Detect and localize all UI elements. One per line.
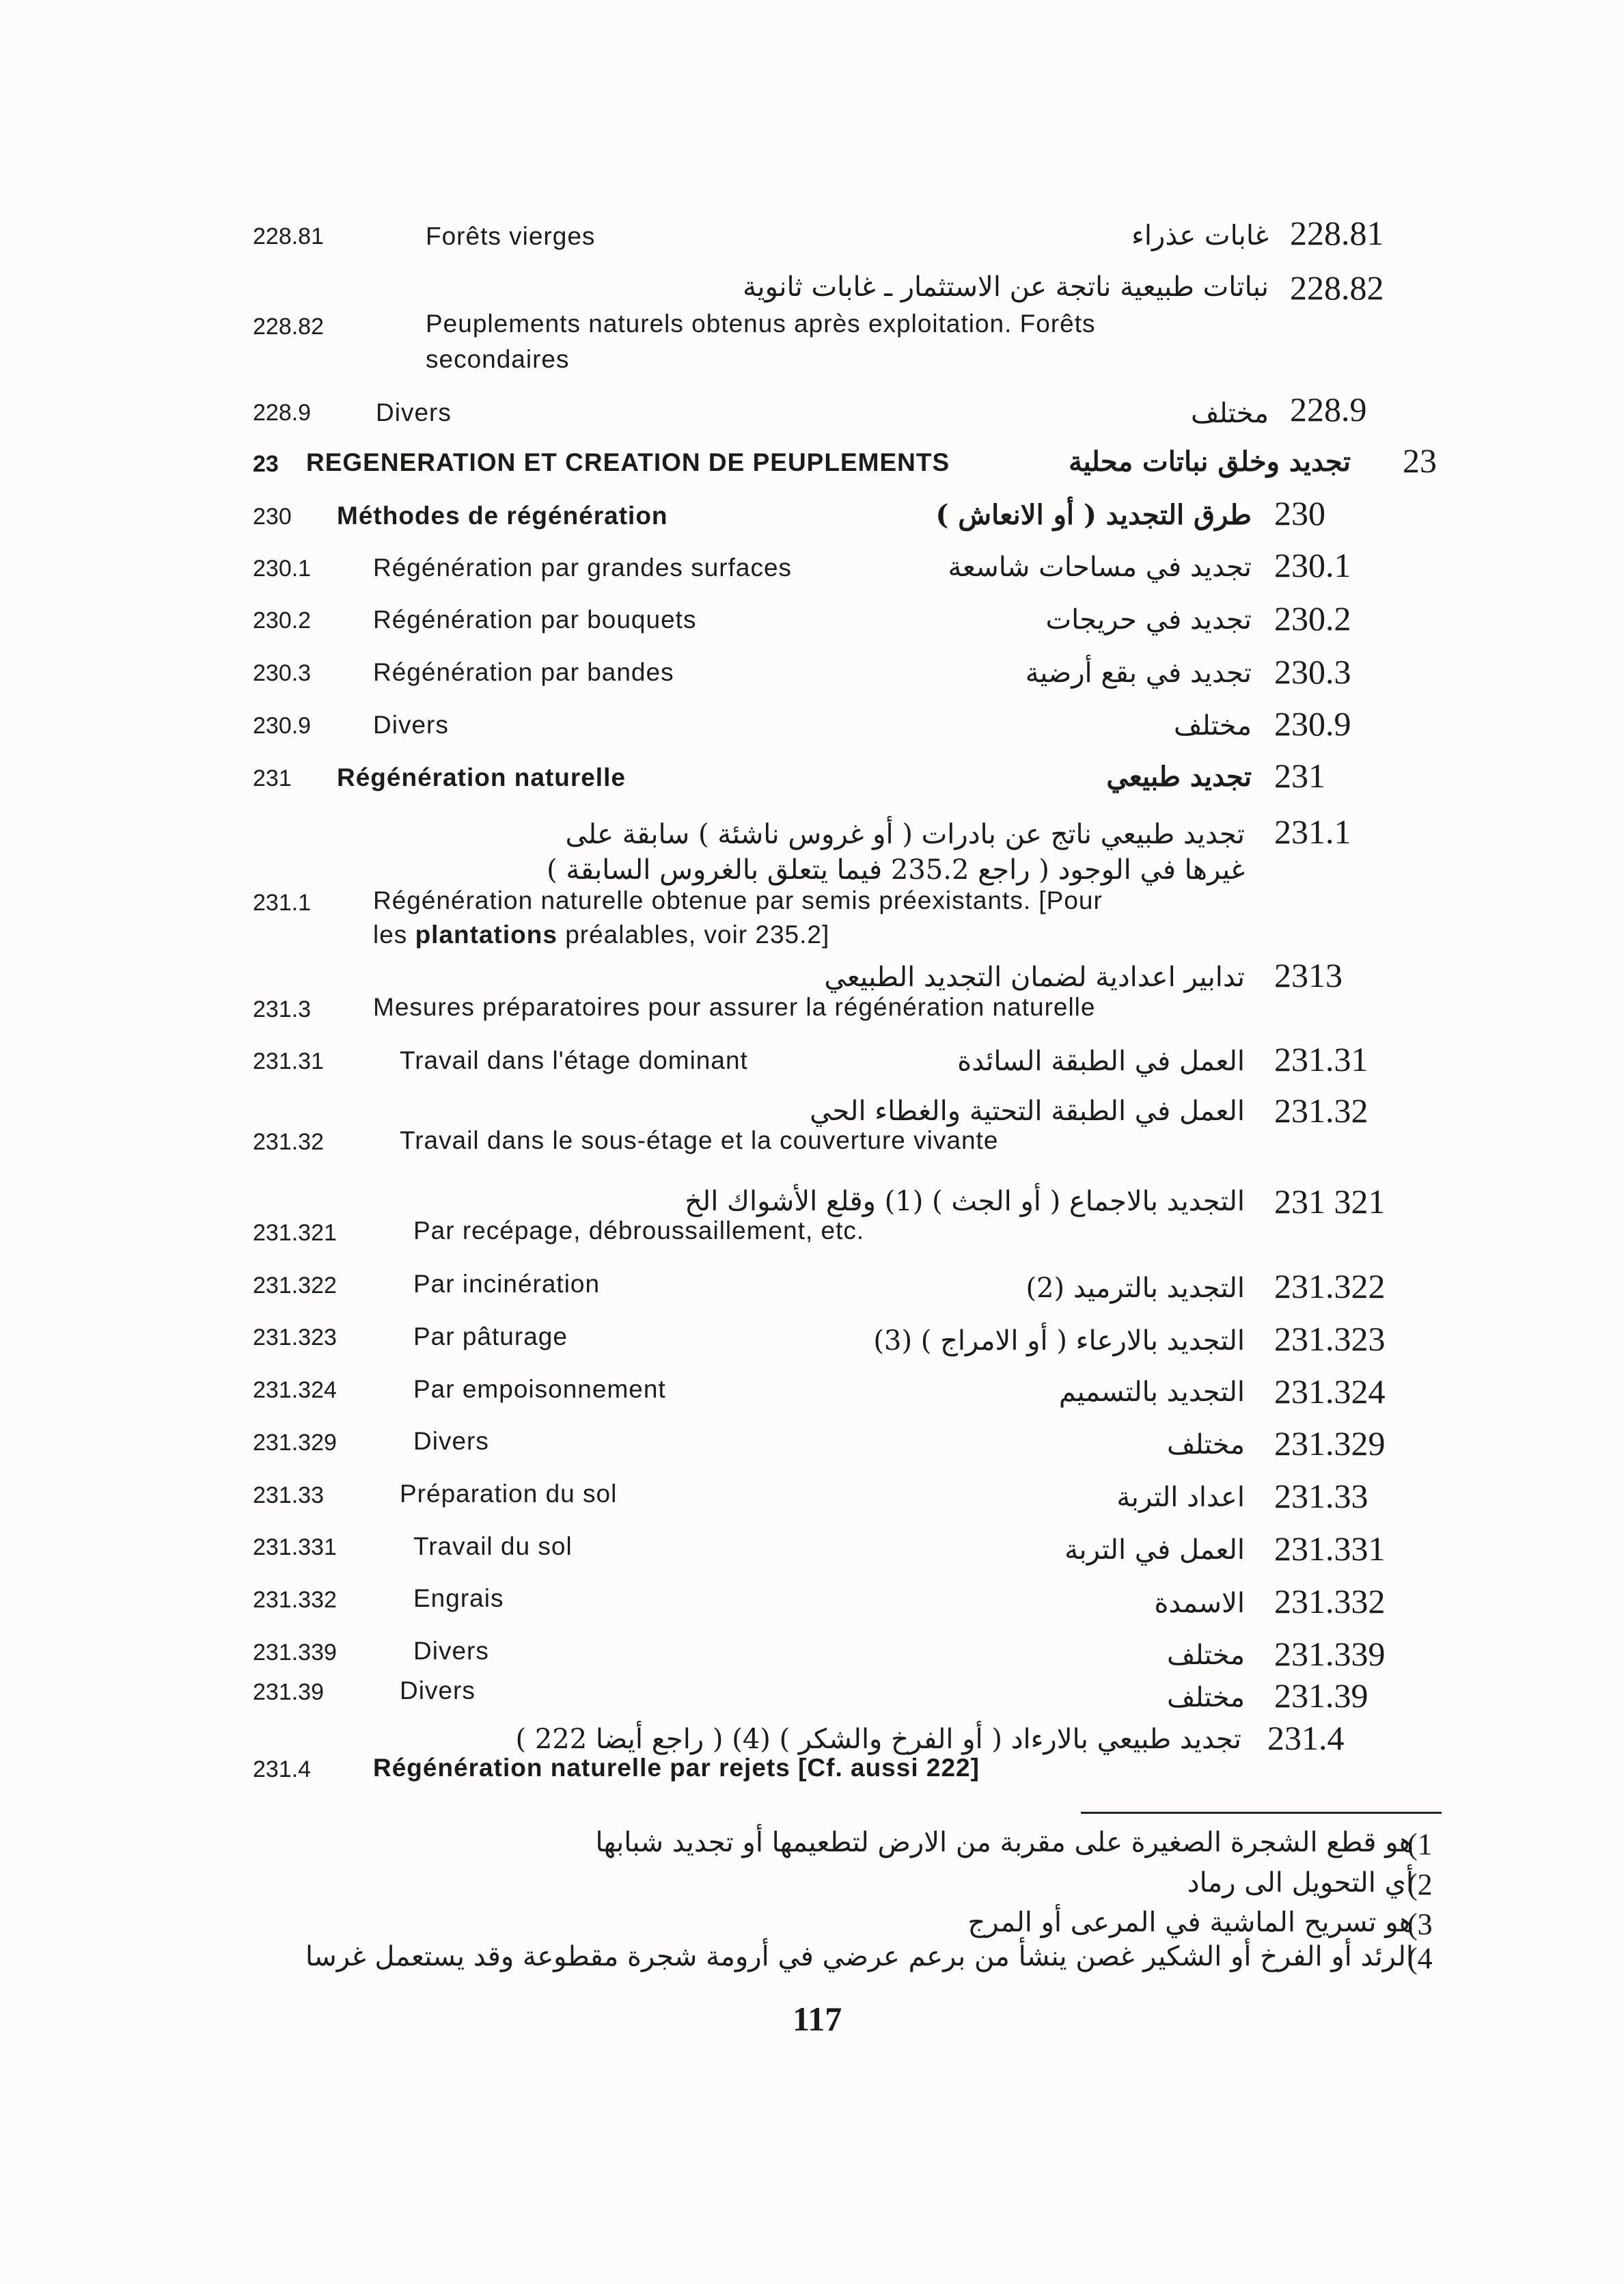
entry-arabic-number: 231.324	[1274, 1372, 1386, 1411]
entry-number: 231.322	[253, 1273, 337, 1299]
entry-number: 230.1	[253, 556, 312, 582]
entry-french: Engrais	[413, 1584, 504, 1612]
entry-number: 231.324	[253, 1377, 337, 1403]
entry-number: 231.4	[253, 1756, 312, 1782]
entry-arabic: غابات عذراء	[1131, 220, 1269, 251]
entry-french: Mesures préparatoires pour assurer la régénération naturelle	[373, 993, 1096, 1021]
entry-french: Régénération naturelle par rejets [Cf. aussi 222]	[373, 1754, 980, 1782]
entry-arabic-number: 230	[1274, 494, 1325, 532]
entry-french: Préparation du sol	[400, 1480, 618, 1508]
entry-arabic: تجديد في حريجات	[1045, 604, 1252, 636]
footnote-1: هو قطع الشجرة الصغيرة على مقربة من الارض لتطعيمها أو تجديد شبابها	[595, 1827, 1414, 1858]
entry-arabic: الاسمدة	[1154, 1588, 1245, 1619]
entry-number: 231.323	[253, 1324, 337, 1350]
entry-arabic-number: 23	[1403, 441, 1437, 480]
entry-number: 228.9	[253, 400, 312, 426]
entry-arabic-number: 231 321	[1274, 1182, 1386, 1221]
entry-number: 231	[253, 765, 292, 791]
entry-arabic: العمل في الطبقة التحتية والغطاء الحي	[810, 1096, 1245, 1127]
entry-arabic-number: 230.1	[1274, 546, 1351, 584]
entry-number: 230.2	[253, 608, 312, 634]
footnote-4-mark: (4	[1407, 1942, 1433, 1975]
entry-french: Travail dans le sous-étage et la couverture vivante	[400, 1126, 999, 1154]
text-part: les	[373, 921, 415, 949]
entry-french: Divers	[376, 398, 452, 426]
entry-number: 231.31	[253, 1048, 324, 1074]
entry-number: 231.33	[253, 1482, 324, 1508]
entry-number: 231.321	[253, 1220, 337, 1246]
entry-arabic: مختلف	[1167, 1640, 1245, 1671]
entry-french: Régénération par bandes	[373, 658, 674, 686]
page-number: 117	[793, 2000, 842, 2038]
text-part: préalables, voir 235.2]	[557, 921, 830, 949]
entry-arabic: تجديد وخلق نباتات محلية	[1069, 446, 1351, 478]
entry-arabic: تجديد طبيعي	[1106, 761, 1252, 793]
entry-french: Par recépage, débroussaillement, etc.	[413, 1216, 865, 1245]
text-part-bold: plantations	[415, 921, 558, 949]
entry-arabic: التجديد بالارعاء ( أو الامراج ) (3)	[873, 1325, 1245, 1357]
entry-french: Par incinération	[413, 1270, 601, 1298]
entry-arabic-number: 231.33	[1274, 1477, 1368, 1515]
entry-french-continued	[373, 921, 829, 949]
entry-number: 23	[253, 451, 279, 477]
entry-number: 231.339	[253, 1640, 337, 1666]
entry-arabic: التجديد بالاجماع ( أو الجث ) (1) وقلع الأشواك الخ	[685, 1186, 1245, 1217]
entry-french: Méthodes de régénération	[337, 502, 668, 530]
entry-french: Divers	[373, 711, 449, 739]
entry-arabic-number: 2313	[1274, 956, 1343, 994]
entry-arabic: تجديد في بقع أرضية	[1025, 657, 1252, 689]
entry-number: 231.3	[253, 996, 312, 1022]
entry-number: 230.3	[253, 660, 312, 686]
entry-french: REGENERATION ET CREATION DE PEUPLEMENTS	[306, 448, 950, 476]
entry-arabic: اعداد التربة	[1116, 1482, 1245, 1513]
entry-french: Travail du sol	[413, 1532, 573, 1560]
entry-arabic: التجديد بالترميد (2)	[1026, 1273, 1245, 1304]
entry-french: Peuplements naturels obtenus après exploitation. Forêts	[426, 310, 1096, 338]
entry-arabic-number: 228.9	[1290, 390, 1367, 429]
entry-arabic: تجديد في مساحات شاسعة	[948, 552, 1252, 583]
entry-french: Forêts vierges	[426, 222, 596, 250]
entry-arabic: مختلف	[1191, 398, 1269, 429]
footnote-1-mark: (1	[1407, 1827, 1433, 1861]
entry-number: 231.332	[253, 1587, 337, 1613]
entry-arabic-number: 231.1	[1274, 813, 1351, 851]
entry-arabic-number: 230.3	[1274, 653, 1351, 691]
footnote-3: هو تسريح الماشية في المرعى أو المرج	[967, 1907, 1414, 1938]
entry-french: Régénération naturelle obtenue par semis préexistants. [Pour	[373, 886, 1103, 914]
entry-number: 231.32	[253, 1129, 324, 1155]
entry-arabic-number: 231	[1274, 757, 1325, 795]
footnote-2: أي التحويل الى رماد	[1187, 1867, 1414, 1899]
entry-arabic-number: 231.323	[1274, 1320, 1386, 1358]
entry-french-continued: secondaires	[426, 345, 570, 373]
entry-number: 228.82	[253, 314, 324, 340]
entry-french: Régénération par grandes surfaces	[373, 554, 793, 582]
footnote-4: الرئد أو الفرخ أو الشكير غصن ينشأ من برعم عرضي في أرومة شجرة مقطوعة وقد يستعمل غرسا	[305, 1941, 1414, 1972]
footnote-2-mark: (2	[1407, 1868, 1433, 1901]
entry-arabic-continued: غيرها في الوجود ( راجع 235.2 فيما يتعلق بالغروس السابقة )	[547, 854, 1245, 886]
entry-arabic: مختلف	[1167, 1429, 1245, 1460]
entry-arabic: مختلف	[1174, 710, 1252, 742]
entry-number: 231.331	[253, 1534, 337, 1560]
entry-arabic-number: 230.9	[1274, 705, 1351, 743]
entry-french: Divers	[413, 1427, 489, 1455]
entry-number: 231.1	[253, 890, 312, 916]
entry-arabic: تجديد طبيعي بالارءاد ( أو الفرخ والشكر ) (4) ( راجع أيضا 222 )	[515, 1724, 1241, 1755]
entry-arabic: العمل في الطبقة السائدة	[957, 1046, 1245, 1077]
entry-french: Régénération par bouquets	[373, 606, 697, 634]
entry-arabic-number: 231.31	[1274, 1040, 1368, 1078]
entry-number: 231.39	[253, 1679, 324, 1705]
entry-arabic-number: 231.339	[1274, 1635, 1386, 1673]
entry-arabic-number: 231.4	[1267, 1719, 1345, 1757]
entry-arabic-number: 231.331	[1274, 1530, 1386, 1568]
entry-arabic-number: 231.39	[1274, 1676, 1368, 1715]
entry-arabic: نباتات طبيعية ناتجة عن الاستثمار ـ غابات ثانوية	[743, 271, 1269, 303]
entry-number: 230.9	[253, 713, 312, 739]
entry-arabic: مختلف	[1167, 1682, 1245, 1713]
entry-arabic: طرق التجديد ( أو الانعاش )	[935, 499, 1252, 531]
entry-number: 231.329	[253, 1430, 337, 1456]
entry-french: Divers	[413, 1637, 489, 1665]
entry-arabic-number: 231.329	[1274, 1424, 1386, 1463]
entry-arabic-number: 231.322	[1274, 1267, 1386, 1305]
entry-number: 230	[253, 504, 292, 530]
entry-arabic: التجديد بالتسميم	[1058, 1376, 1245, 1408]
entry-arabic: تدابير اعدادية لضمان التجديد الطبيعي	[824, 962, 1245, 993]
footnote-3-mark: (3	[1407, 1907, 1433, 1941]
entry-arabic-number: 228.81	[1290, 214, 1384, 252]
entry-arabic-number: 231.332	[1274, 1582, 1386, 1620]
entry-french: Travail dans l'étage dominant	[400, 1046, 748, 1074]
footnote-rule	[1081, 1812, 1442, 1814]
entry-french: Par empoisonnement	[413, 1375, 666, 1403]
entry-french: Régénération naturelle	[337, 763, 626, 791]
entry-arabic: العمل في التربة	[1064, 1534, 1245, 1566]
entry-number: 228.81	[253, 223, 324, 249]
entry-arabic-number: 231.32	[1274, 1091, 1368, 1130]
entry-arabic-number: 228.82	[1290, 269, 1384, 307]
entry-arabic-number: 230.2	[1274, 599, 1351, 638]
entry-french: Divers	[400, 1676, 476, 1704]
entry-arabic: تجديد طبيعي ناتج عن بادرات ( أو غروس ناشئة ) سابقة على	[565, 819, 1245, 850]
entry-french: Par pâturage	[413, 1322, 568, 1350]
